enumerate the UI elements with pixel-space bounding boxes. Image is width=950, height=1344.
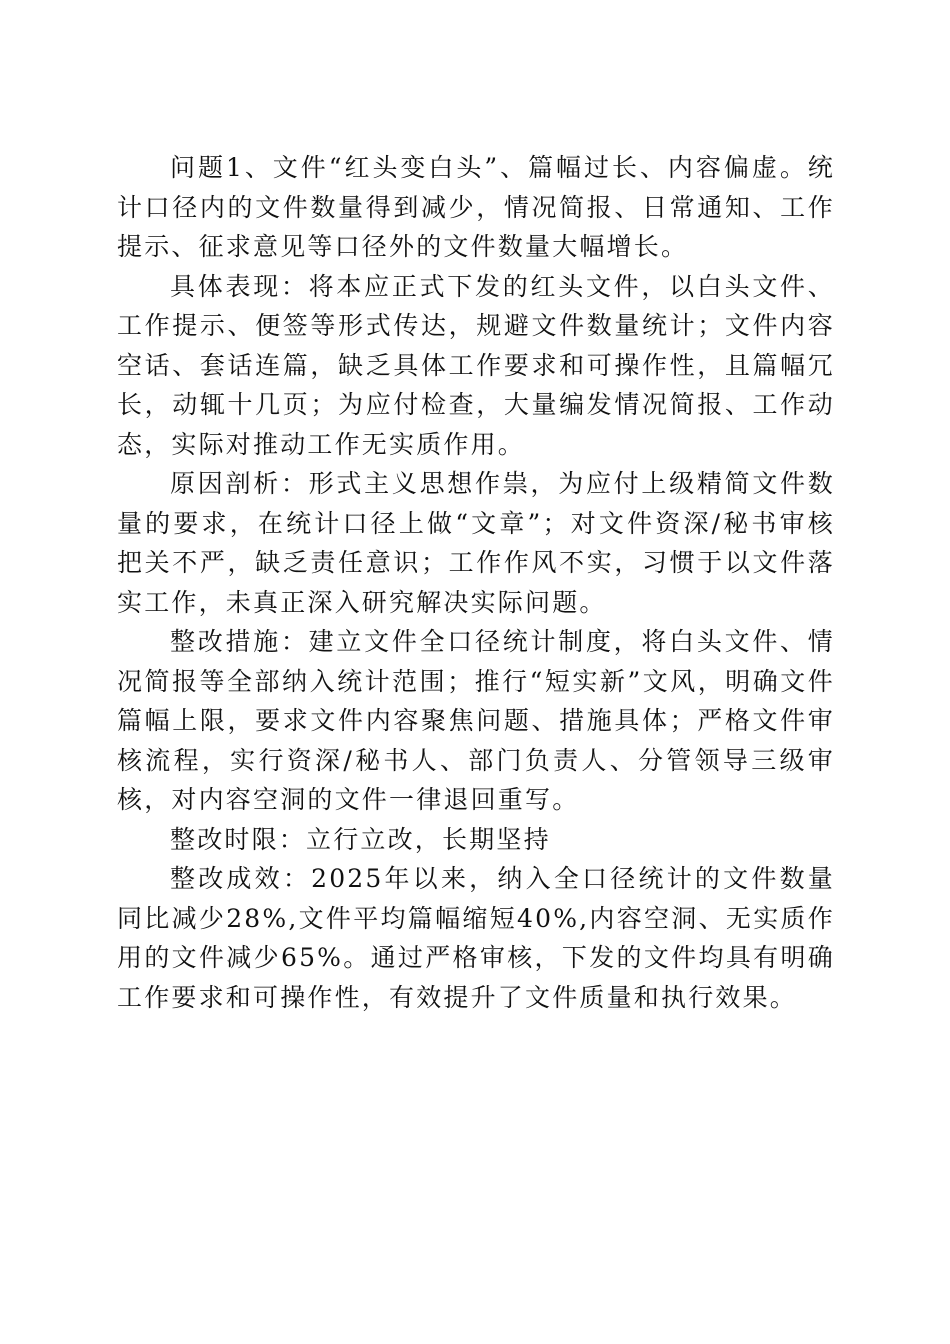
document-body xyxy=(117,148,835,1017)
paragraph-manifestation: 具体表现：将本应正式下发的红头文件，以白头文件、工作提示、便签等形式传达，规避文件数量统计；文件内容空话、套话连篇，缺乏具体工作要求和可操作性，且篇幅冗长，动辄十几页；为应付检查，大量编发情况简报、工作动态，实际对推动工作无实质作用。 xyxy=(117,271,835,459)
paragraph-problem: 问题1、文件“红头变白头”、篇幅过长、内容偏虚。统计口径内的文件数量得到减少，情况简报、日常通知、工作提示、征求意见等口径外的文件数量大幅增长。 xyxy=(117,153,835,261)
paragraph-cause-analysis: 原因剖析：形式主义思想作祟，为应付上级精简文件数量的要求，在统计口径上做“文章”；对文件资深/秘书审核把关不严，缺乏责任意识；工作作风不实，习惯于以文件落实工作，未真正深入研究解决实际问题。 xyxy=(117,469,835,617)
paragraph-rectification-results: 整改成效：2025年以来，纳入全口径统计的文件数量同比减少28%,文件平均篇幅缩短40%,内容空洞、无实质作用的文件减少65%。通过严格审核，下发的文件均具有明确工作要求和可操作性，有效提升了文件质量和执行效果。 xyxy=(117,864,835,1012)
paragraph-rectification-measures: 整改措施：建立文件全口径统计制度，将白头文件、情况简报等全部纳入统计范围；推行“短实新”文风，明确文件篇幅上限，要求文件内容聚焦问题、措施具体；严格文件审核流程，实行资深/秘书人、部门负责人、分管领导三级审核，对内容空洞的文件一律退回重写。 xyxy=(117,627,835,814)
paragraph-rectification-deadline: 整改时限：立行立改，长期坚持 xyxy=(170,824,551,854)
